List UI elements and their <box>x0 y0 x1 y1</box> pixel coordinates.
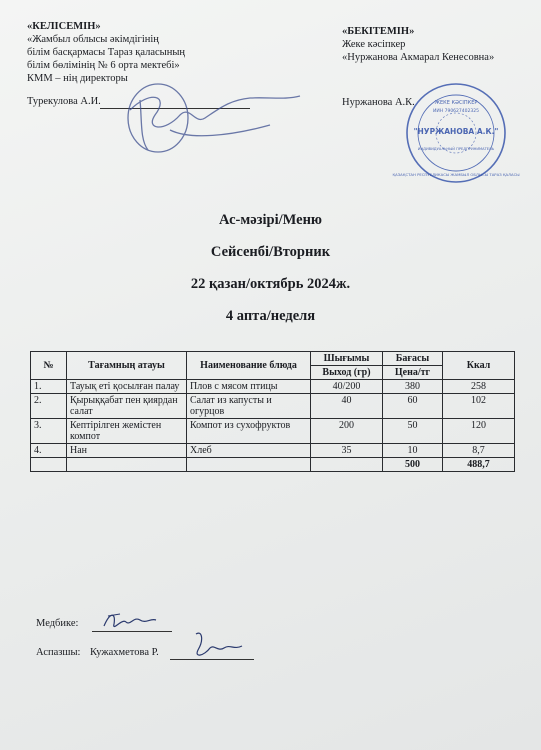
total-empty-cell <box>311 458 383 472</box>
row-kcal: 8,7 <box>443 444 515 458</box>
header-price-ru: Цена/тг <box>383 366 443 380</box>
row-yield: 35 <box>311 444 383 458</box>
row-num: 3. <box>31 419 67 444</box>
date-title: 22 қазан/октябрь 2024ж. <box>190 276 351 292</box>
agreement-line-1: «Жамбыл облысы әкімдігінің <box>27 34 159 45</box>
agreement-heading: «КЕЛІСЕМІН» <box>27 21 101 32</box>
row-kcal: 258 <box>443 380 515 394</box>
row-yield: 40/200 <box>311 380 383 394</box>
cook-signature-icon <box>188 628 248 662</box>
row-name-kz: Кептірілген жемістен компот <box>67 419 187 444</box>
stamp-sub-text: ИНДИВИДУАЛЬНЫЙ ПРЕДПРИНИМАТЕЛЬ <box>417 147 495 151</box>
row-kcal: 120 <box>443 419 515 444</box>
agreement-line-2: білім басқармасы Тараз қаласының <box>27 47 186 58</box>
approval-block <box>342 25 494 64</box>
row-num: 1. <box>31 380 67 394</box>
total-kcal: 488,7 <box>443 458 515 472</box>
row-name-ru: Хлеб <box>187 444 311 458</box>
row-name-ru: Компот из сухофруктов <box>187 419 311 444</box>
row-kcal: 102 <box>443 394 515 419</box>
row-yield: 200 <box>311 419 383 444</box>
row-price: 380 <box>383 380 443 394</box>
header-name-ru: Наименование блюда <box>187 352 311 380</box>
table-header-row <box>31 352 515 366</box>
stamp-ring-text: ҚАЗАҚСТАН РЕСПУБЛИКАСЫ ЖАМБЫЛ ОБЛЫСЫ ТАРАЗ ҚАЛАСЫ <box>392 172 520 177</box>
table-row <box>31 444 515 458</box>
director-signature-icon <box>110 70 310 160</box>
total-empty-cell <box>67 458 187 472</box>
week-title: 4 апта/неделя <box>225 308 316 324</box>
approval-heading: «БЕКІТЕМІН» <box>342 26 415 37</box>
row-price: 50 <box>383 419 443 444</box>
table-total-row <box>31 458 515 472</box>
table-row <box>31 419 515 444</box>
row-price: 10 <box>383 444 443 458</box>
menu-title: Ас-мәзірі/Меню <box>218 212 323 228</box>
header-name-kz: Тағамның атауы <box>67 352 187 380</box>
total-empty-cell <box>31 458 67 472</box>
header-num: № <box>31 352 67 380</box>
row-name-ru: Плов с мясом птицы <box>187 380 311 394</box>
nurse-label: Медбике: <box>36 618 79 629</box>
table-row <box>31 380 515 394</box>
official-stamp-icon <box>392 82 520 184</box>
header-yield-kz: Шығымы <box>311 352 383 366</box>
approval-line-1: Жеке кәсіпкер <box>342 39 406 50</box>
cook-name: Кужахметова Р. <box>90 647 159 658</box>
row-yield: 40 <box>311 394 383 419</box>
total-price: 500 <box>383 458 443 472</box>
table-row <box>31 394 515 419</box>
header-kcal: Ккал <box>443 352 515 380</box>
menu-table <box>30 351 515 472</box>
stamp-center-name: "НУРЖАНОВА А.К." <box>413 127 499 136</box>
agreement-line-3: білім бөлімінің № 6 орта мектебі» <box>27 60 180 71</box>
header-yield-ru: Выход (гр) <box>311 366 383 380</box>
stamp-id-text: ИИН 790627402325 <box>433 109 479 114</box>
row-name-kz: Тауық еті қосылған палау <box>67 380 187 394</box>
agreement-line-4: КММ – нің директоры <box>27 73 128 84</box>
header-price-kz: Бағасы <box>383 352 443 366</box>
approval-line-2: «Нуржанова Акмарал Кенесовна» <box>342 52 495 63</box>
row-name-kz: Қырыққабат пен қиярдан салат <box>67 394 187 419</box>
row-num: 2. <box>31 394 67 419</box>
row-price: 60 <box>383 394 443 419</box>
director-name: Турекулова А.И. <box>27 96 101 107</box>
row-name-kz: Нан <box>67 444 187 458</box>
cook-label: Аспазшы: <box>36 647 81 658</box>
row-name-ru: Салат из капусты и огурцов <box>187 394 311 419</box>
nurse-signature-icon <box>100 608 160 634</box>
entrepreneur-name: Нуржанова А.К. <box>342 97 415 108</box>
row-num: 4. <box>31 444 67 458</box>
weekday-title: Сейсенбі/Вторник <box>210 244 331 260</box>
stamp-top-text: ЖЕКЕ КӘСІПКЕР <box>434 100 478 106</box>
total-empty-cell <box>187 458 311 472</box>
